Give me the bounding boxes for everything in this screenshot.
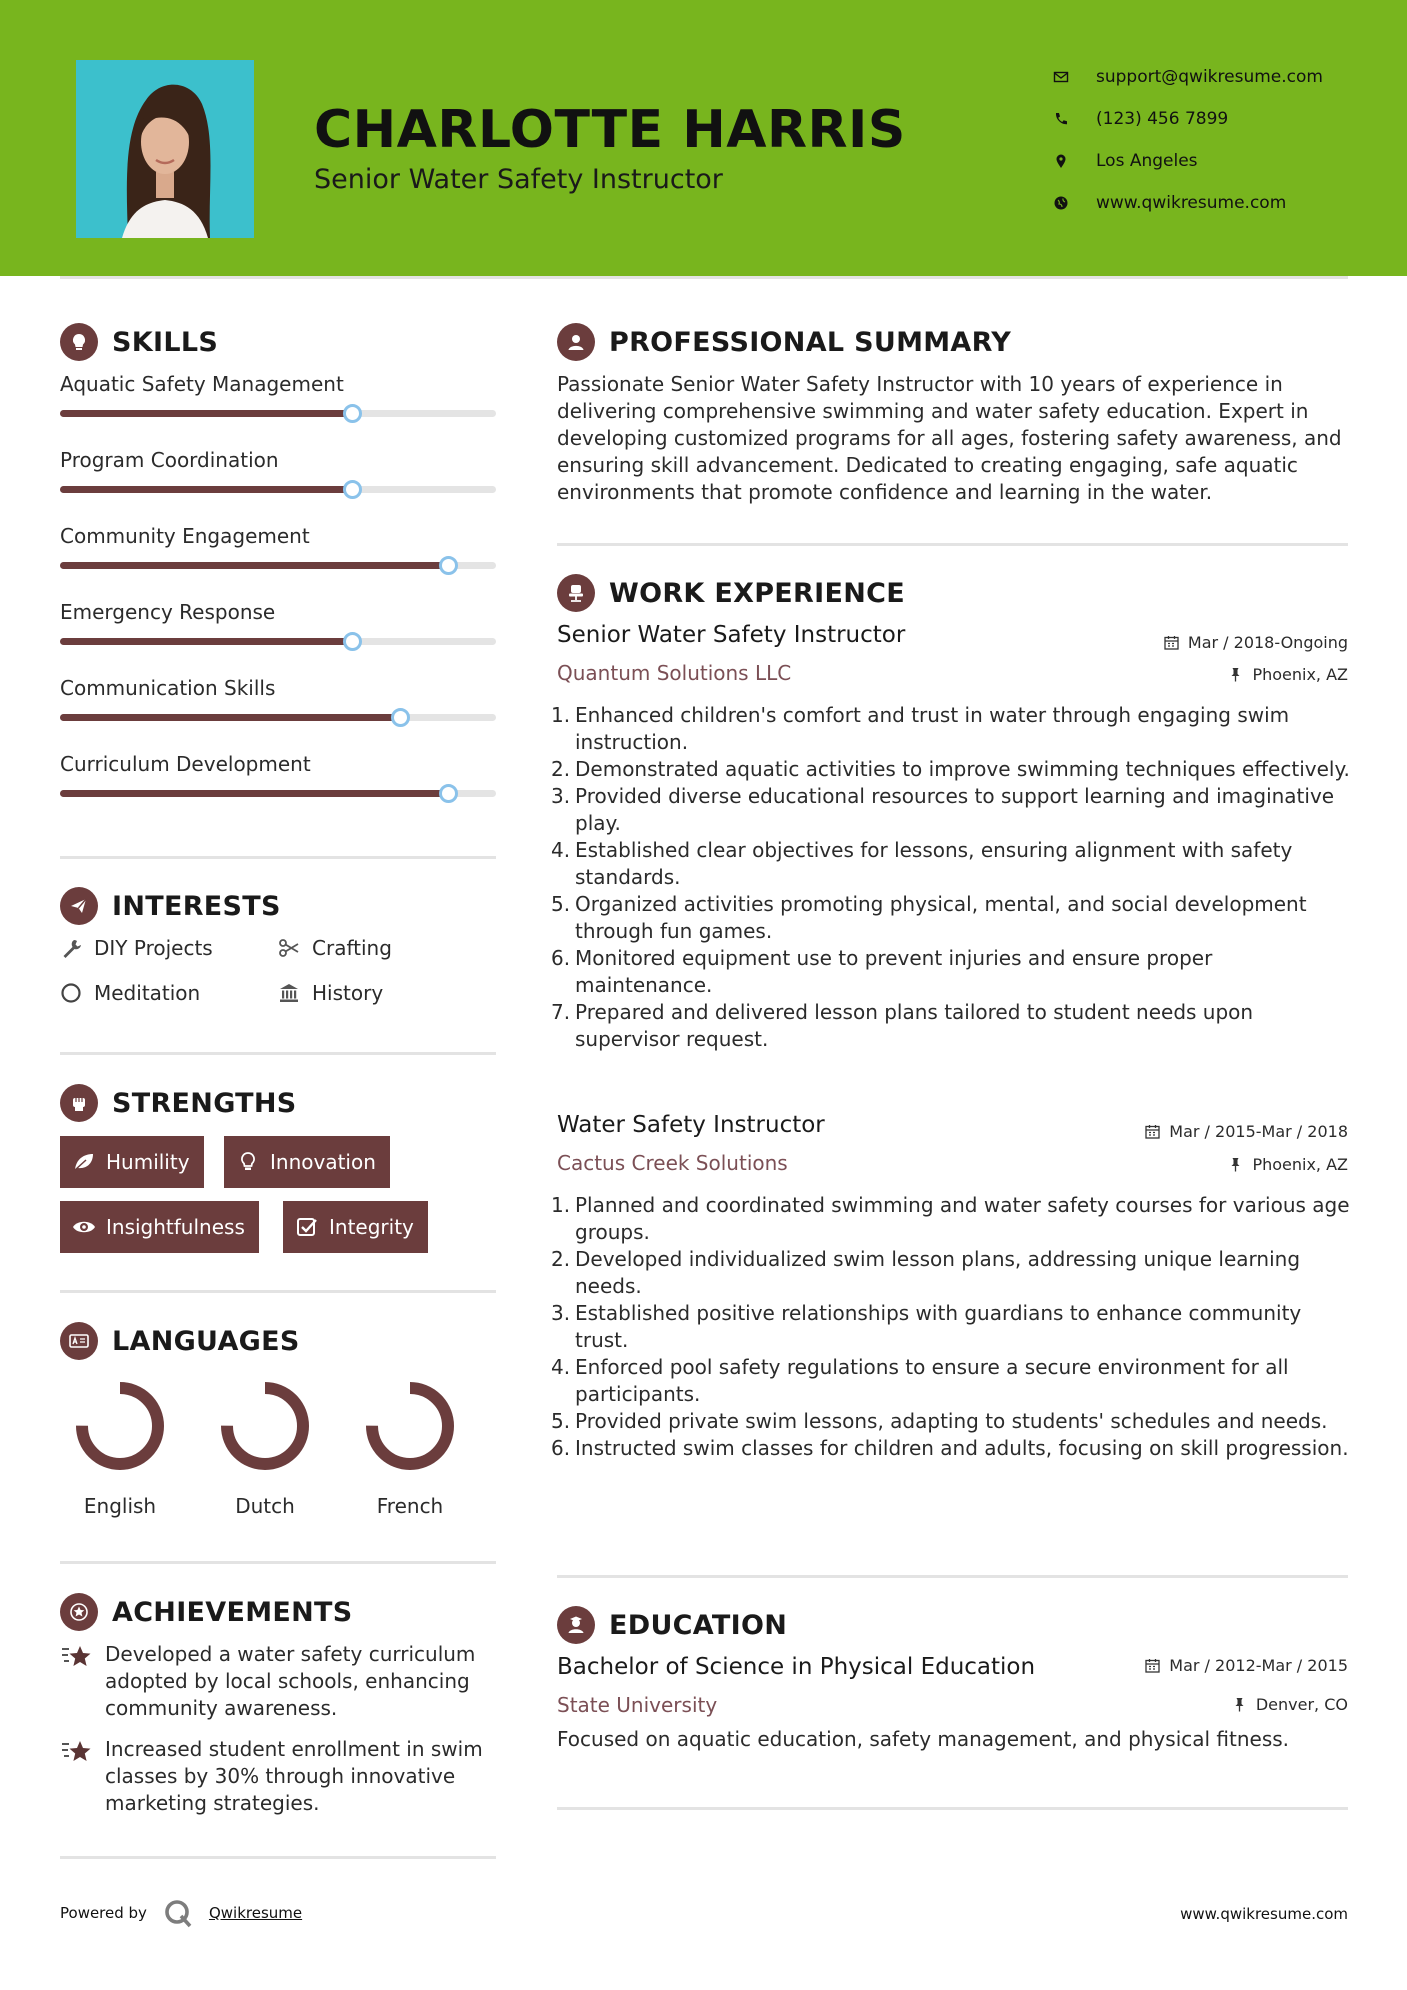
language-item — [205, 1378, 325, 1518]
strength-chip — [283, 1201, 428, 1253]
interest-item — [278, 981, 383, 1005]
section-divider — [60, 856, 496, 859]
header-divider — [60, 276, 1348, 279]
achievement-item — [60, 1641, 500, 1722]
language-item — [350, 1378, 470, 1518]
wrench-icon — [60, 937, 82, 959]
contact-list — [1050, 56, 1323, 224]
skill-item — [60, 676, 496, 700]
list-item: 3. Established positive relationships with guardians to enhance community trust. — [551, 1301, 1302, 1352]
resume-header — [0, 0, 1407, 276]
achievements-heading — [60, 1593, 353, 1631]
achievements-title: ACHIEVEMENTS — [112, 1596, 353, 1628]
experience-heading — [557, 574, 905, 612]
calendar-icon — [1164, 635, 1179, 650]
skills-title: SKILLS — [112, 326, 219, 358]
scissors-icon — [278, 937, 300, 959]
education-location-text: Denver, CO — [1255, 1695, 1348, 1714]
qwikresume-logo-icon — [163, 1898, 193, 1928]
skill-item — [60, 524, 496, 548]
job-location-text: Phoenix, AZ — [1252, 1155, 1348, 1174]
list-item: 4. Established clear objectives for lessons, ensuring alignment with safety standards. — [551, 838, 1293, 889]
section-divider — [557, 543, 1348, 546]
job-date-text: Mar / 2015-Mar / 2018 — [1169, 1122, 1348, 1141]
skill-label: Emergency Response — [60, 600, 276, 624]
education-date-text: Mar / 2012-Mar / 2015 — [1169, 1656, 1348, 1675]
pin-icon — [1228, 1157, 1243, 1172]
language-gauge — [362, 1378, 458, 1474]
strength-label: Humility — [106, 1150, 190, 1174]
section-divider — [557, 1575, 1348, 1578]
language-label: Dutch — [235, 1494, 295, 1518]
job-title: Water Safety Instructor — [557, 1112, 825, 1138]
contact-email[interactable] — [1050, 56, 1323, 98]
skill-bar — [60, 562, 496, 569]
interest-item — [60, 981, 200, 1005]
skill-bar — [60, 410, 496, 417]
skill-bar — [60, 790, 496, 797]
skill-item — [60, 600, 496, 624]
interest-item — [60, 936, 213, 960]
strength-chip — [224, 1136, 390, 1188]
summary-text: Passionate Senior Water Safety Instructor with 10 years of experience in delivering comprehensive swimming and water safety education. Expert in developing customized programs for all ages, fostering safety awareness, and ensuring skill advancement. Dedicated to creating engaging, safe aquatic environments that promote confidence and learning in the water. — [557, 372, 1342, 504]
skill-label: Program Coordination — [60, 448, 279, 472]
pin-icon — [1232, 1697, 1247, 1712]
profile-photo — [76, 60, 254, 238]
strength-chip — [60, 1136, 204, 1188]
language-item — [60, 1378, 180, 1518]
skill-knob — [439, 556, 458, 575]
summary-title: PROFESSIONAL SUMMARY — [609, 326, 1012, 358]
skill-knob — [439, 784, 458, 803]
contact-phone[interactable] — [1050, 98, 1323, 140]
list-item: 6. Instructed swim classes for children and adults, focusing on skill progression. — [551, 1436, 1349, 1460]
strength-chip — [60, 1201, 259, 1253]
footer-powered-by — [60, 1898, 302, 1928]
lightbulb-icon — [60, 323, 98, 361]
list-item: 1. Planned and coordinated swimming and water safety courses for various age groups. — [551, 1193, 1350, 1244]
section-divider — [60, 1856, 496, 1859]
strength-label: Insightfulness — [106, 1215, 245, 1239]
education-title: EDUCATION — [609, 1609, 788, 1641]
experience-title: WORK EXPERIENCE — [609, 577, 905, 609]
section-divider — [557, 1807, 1348, 1810]
language-card-icon — [60, 1322, 98, 1360]
skill-knob — [391, 708, 410, 727]
qwikresume-link[interactable]: Qwikresume — [208, 1904, 303, 1922]
candidate-name: CHARLOTTE HARRIS — [314, 100, 906, 160]
education-location — [1232, 1695, 1348, 1714]
job-date — [1164, 633, 1348, 652]
globe-icon — [1050, 194, 1072, 212]
skill-label: Curriculum Development — [60, 752, 311, 776]
achievement-item — [60, 1736, 500, 1817]
company-name: Quantum Solutions LLC — [557, 661, 792, 685]
school-name: State University — [557, 1693, 718, 1717]
language-label: French — [376, 1494, 444, 1518]
education-description: Focused on aquatic education, safety management, and physical fitness. — [557, 1727, 1290, 1751]
contact-phone-text: (123) 456 7899 — [1096, 109, 1229, 129]
interest-label: DIY Projects — [94, 936, 213, 960]
job-date — [1145, 1122, 1348, 1141]
contact-location-text: Los Angeles — [1096, 151, 1198, 171]
skill-item — [60, 372, 496, 396]
strengths-title: STRENGTHS — [112, 1087, 297, 1119]
interest-label: Crafting — [312, 936, 392, 960]
list-item: 4. Enforced pool safety regulations to ensure a secure environment for all participants. — [551, 1355, 1289, 1406]
job-location — [1228, 1155, 1348, 1174]
interest-label: History — [312, 981, 384, 1005]
paper-plane-icon — [60, 887, 98, 925]
map-marker-icon — [1050, 152, 1072, 170]
leaf-icon — [72, 1151, 96, 1173]
skill-knob — [343, 480, 362, 499]
strength-label: Innovation — [270, 1150, 376, 1174]
achievement-text: Developed a water safety curriculum adopted by local schools, enhancing community awareness. — [105, 1642, 476, 1720]
list-item: 7. Prepared and delivered lesson plans tailored to student needs upon supervisor request. — [551, 1000, 1254, 1051]
footer-url[interactable]: www.qwikresume.com — [1180, 1905, 1348, 1923]
interests-heading — [60, 887, 281, 925]
skill-label: Aquatic Safety Management — [60, 372, 344, 396]
office-chair-icon — [557, 574, 595, 612]
section-divider — [60, 1290, 496, 1293]
skill-knob — [343, 632, 362, 651]
phone-icon — [1050, 110, 1072, 128]
contact-website[interactable] — [1050, 182, 1323, 224]
achievement-text: Increased student enrollment in swim classes by 30% through innovative marketing strategies. — [105, 1737, 483, 1815]
fist-icon — [60, 1084, 98, 1122]
candidate-title: Senior Water Safety Instructor — [314, 164, 723, 195]
skill-label: Communication Skills — [60, 676, 276, 700]
calendar-icon — [1145, 1124, 1160, 1139]
job-date-text: Mar / 2018-Ongoing — [1187, 633, 1348, 652]
skill-item — [60, 448, 496, 472]
degree-title: Bachelor of Science in Physical Education — [557, 1654, 1036, 1680]
contact-location — [1050, 140, 1323, 182]
job-responsibilities — [551, 702, 1351, 1053]
skill-label: Community Engagement — [60, 524, 310, 548]
company-name: Cactus Creek Solutions — [557, 1151, 788, 1175]
lightbulb-icon — [236, 1151, 260, 1173]
list-item: 2. Developed individualized swim lesson plans, addressing unique learning needs. — [551, 1247, 1301, 1298]
skill-bar — [60, 638, 496, 645]
contact-email-text: support@qwikresume.com — [1096, 67, 1323, 87]
skills-heading — [60, 323, 218, 361]
job-title: Senior Water Safety Instructor — [557, 622, 906, 648]
powered-by-label: Powered by — [60, 1904, 147, 1922]
bank-icon — [278, 982, 300, 1004]
skill-item — [60, 752, 496, 776]
job-location — [1228, 665, 1348, 684]
language-label: English — [83, 1494, 157, 1518]
strengths-heading — [60, 1084, 297, 1122]
calendar-icon — [1145, 1658, 1160, 1673]
summary-heading — [557, 323, 1011, 361]
star-icon — [60, 1643, 92, 1673]
languages-heading — [60, 1322, 300, 1360]
graduate-icon — [557, 1606, 595, 1644]
circle-icon — [60, 982, 82, 1004]
strength-label: Integrity — [329, 1215, 414, 1239]
list-item: 5. Provided private swim lessons, adapting to students' schedules and needs. — [551, 1409, 1328, 1433]
check-square-icon — [295, 1216, 319, 1238]
eye-icon — [72, 1216, 96, 1238]
interest-label: Meditation — [94, 981, 201, 1005]
job-location-text: Phoenix, AZ — [1252, 665, 1348, 684]
section-divider — [60, 1052, 496, 1055]
star-badge-icon — [60, 1593, 98, 1631]
star-icon — [60, 1738, 92, 1768]
education-heading — [557, 1606, 787, 1644]
languages-title: LANGUAGES — [112, 1325, 300, 1357]
list-item: 1. Enhanced children's comfort and trust in water through engaging swim instruction. — [551, 703, 1290, 754]
user-icon — [557, 323, 595, 361]
language-gauge — [217, 1378, 313, 1474]
skill-knob — [343, 404, 362, 423]
list-item: 3. Provided diverse educational resources to support learning and imaginative play. — [551, 784, 1335, 835]
interests-title: INTERESTS — [112, 890, 281, 922]
language-gauge — [72, 1378, 168, 1474]
pin-icon — [1228, 667, 1243, 682]
skill-bar — [60, 714, 496, 721]
contact-website-text: www.qwikresume.com — [1096, 193, 1287, 213]
skill-bar — [60, 486, 496, 493]
list-item: 5. Organized activities promoting physical, mental, and social development through fun games. — [551, 892, 1307, 943]
section-divider — [60, 1561, 496, 1564]
job-responsibilities — [551, 1192, 1351, 1462]
list-item: 2. Demonstrated aquatic activities to improve swimming techniques effectively. — [551, 757, 1350, 781]
education-date — [1145, 1656, 1348, 1675]
interest-item — [278, 936, 392, 960]
list-item: 6. Monitored equipment use to prevent injuries and ensure proper maintenance. — [551, 946, 1213, 997]
envelope-icon — [1050, 68, 1072, 86]
